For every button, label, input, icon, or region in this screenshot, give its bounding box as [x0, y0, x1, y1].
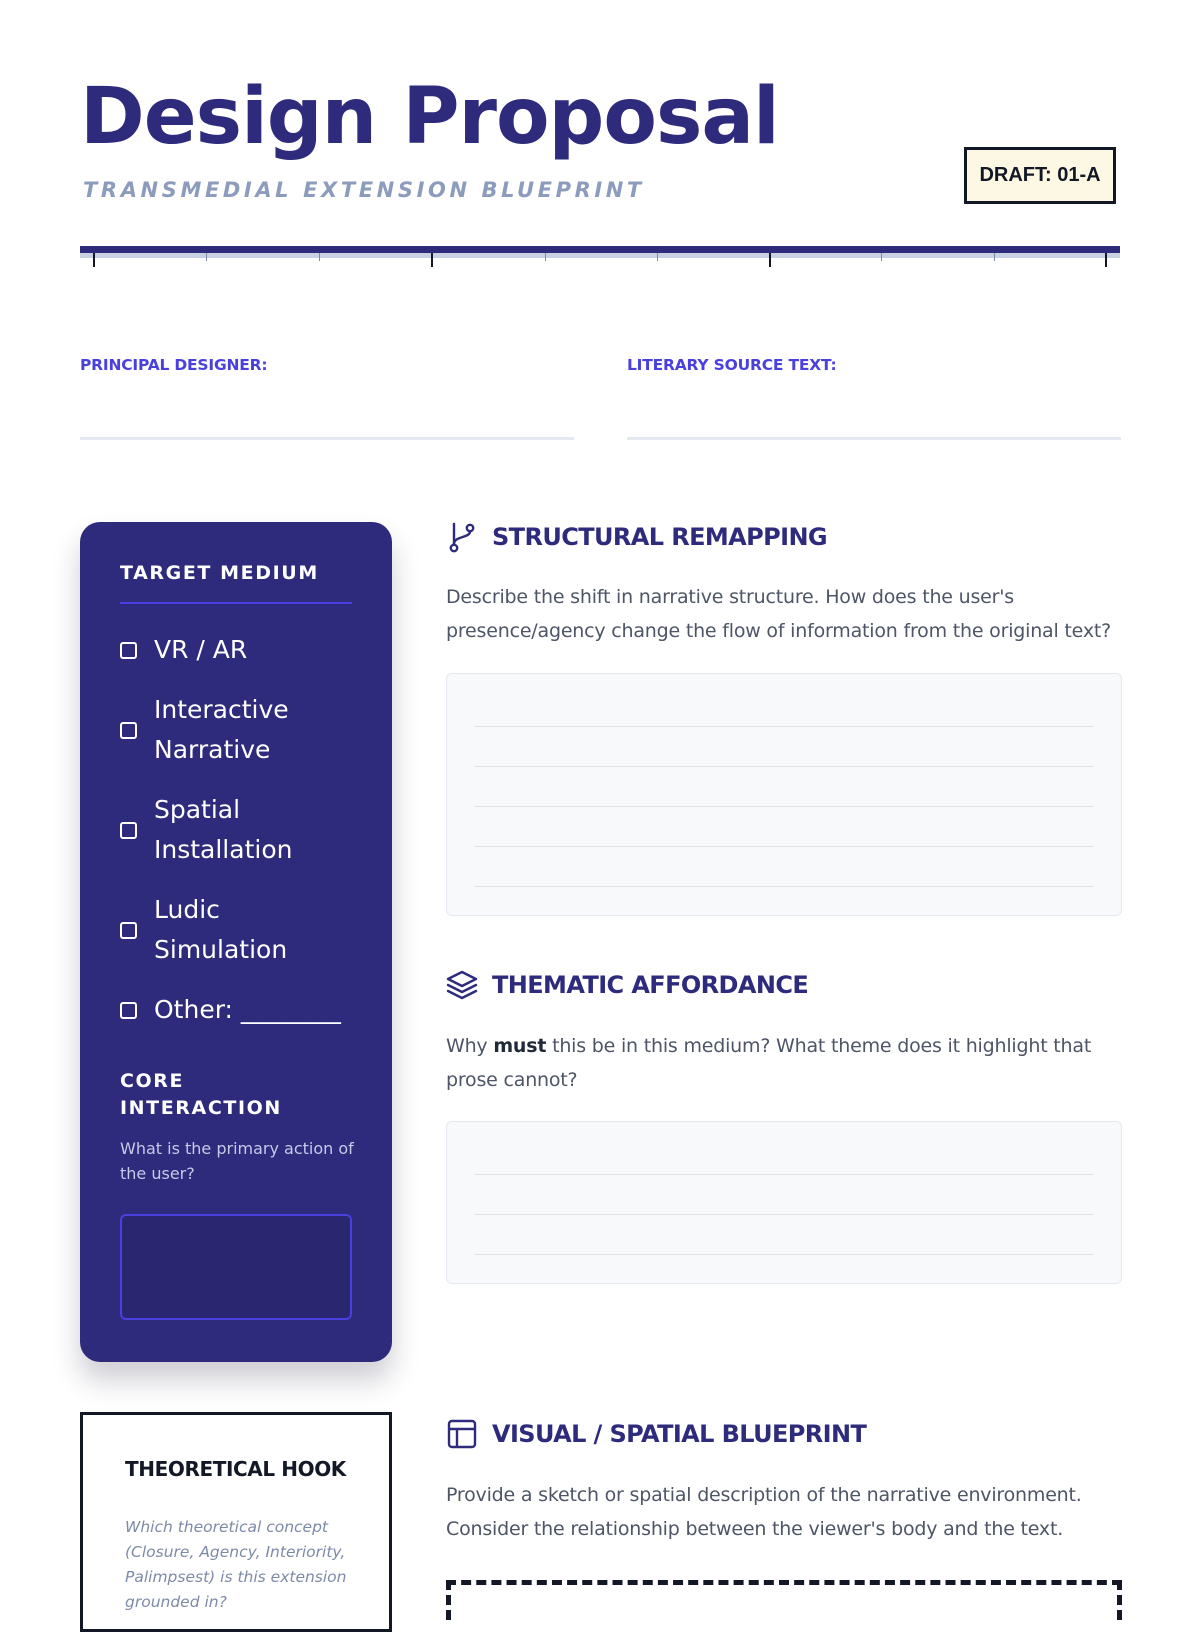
description-text: this be in this medium? What theme does it highlight that prose cannot? [446, 1035, 1092, 1091]
medium-option-vr-ar[interactable] [120, 630, 247, 670]
visual-spatial-blueprint-description: Provide a sketch or spatial description of the narrative environment. Consider the relationship between the viewer's body and the text. [446, 1484, 1082, 1540]
core-interaction-heading: CORE INTERACTION [120, 1070, 282, 1119]
layout-icon [446, 1418, 478, 1450]
ruler-tick [881, 253, 882, 261]
ruler-tick [657, 253, 658, 261]
git-branch-icon [446, 521, 478, 553]
ruled-line [475, 1214, 1093, 1215]
ruler-tick [319, 253, 320, 261]
checkbox[interactable] [120, 722, 137, 739]
ruled-line [475, 766, 1093, 767]
layers-icon [446, 969, 478, 1001]
medium-option-label: Other: ________ [154, 995, 341, 1024]
ruled-line [475, 806, 1093, 807]
theoretical-hook-question: Which theoretical concept (Closure, Agency, Interiority, Palimpsest) is this extension grounded in? [125, 1518, 347, 1611]
checkbox[interactable] [120, 1002, 137, 1019]
description-text: Why [446, 1035, 494, 1057]
sketch-area[interactable] [446, 1580, 1122, 1620]
ruled-line [475, 726, 1093, 727]
checkbox[interactable] [120, 922, 137, 939]
ruler-tick [545, 253, 546, 261]
page-subtitle: TRANSMEDIAL EXTENSION BLUEPRINT [83, 178, 645, 202]
ruler-tick [994, 253, 995, 261]
theoretical-hook-title: THEORETICAL HOOK [125, 1457, 346, 1481]
source-text-label: LITERARY SOURCE TEXT: [627, 356, 837, 374]
medium-option-label: Interactive Narrative [154, 695, 289, 764]
medium-option-label: Spatial Installation [154, 795, 293, 864]
description-emphasis: must [493, 1035, 547, 1057]
medium-option-label: VR / AR [154, 635, 248, 664]
header-ruler [80, 246, 1120, 268]
medium-option-ludic-simulation[interactable] [120, 890, 320, 970]
checkbox[interactable] [120, 822, 137, 839]
target-medium-panel [80, 522, 392, 1362]
structural-remapping-input[interactable] [446, 673, 1122, 916]
ruled-line [475, 846, 1093, 847]
ruler-tick [1105, 253, 1107, 267]
ruled-line [475, 1174, 1093, 1175]
ruled-line [475, 886, 1093, 887]
source-text-field[interactable] [627, 437, 1121, 440]
ruler-tick [431, 253, 433, 267]
thematic-affordance-title: THEMATIC AFFORDANCE [492, 971, 809, 999]
draft-badge: DRAFT: 01-A [964, 147, 1116, 204]
structural-remapping-title: STRUCTURAL REMAPPING [492, 523, 828, 551]
designer-field[interactable] [80, 437, 574, 440]
medium-option-label: Ludic Simulation [154, 895, 288, 964]
page-title: Design Proposal [80, 72, 779, 162]
core-interaction-input[interactable] [120, 1214, 352, 1320]
medium-option-spatial-installation[interactable] [120, 790, 320, 870]
ruler-tick [93, 253, 95, 267]
thematic-affordance-input[interactable] [446, 1121, 1122, 1284]
visual-spatial-blueprint-title: VISUAL / SPATIAL BLUEPRINT [492, 1420, 867, 1448]
target-medium-heading: TARGET MEDIUM [120, 562, 319, 584]
ruler-tick [769, 253, 771, 267]
medium-option-other[interactable] [120, 990, 341, 1030]
medium-option-interactive-narrative[interactable] [120, 690, 320, 770]
core-interaction-question: What is the primary action of the user? [120, 1139, 354, 1183]
designer-label: PRINCIPAL DESIGNER: [80, 356, 268, 374]
thematic-affordance-description [446, 1029, 1126, 1097]
ruled-line [475, 1254, 1093, 1255]
theoretical-hook-card [80, 1412, 392, 1632]
panel-divider [120, 602, 352, 604]
structural-remapping-description: Describe the shift in narrative structure. How does the user's presence/agency change the flow of information from the original text? [446, 586, 1111, 642]
ruler-underline [80, 253, 1120, 258]
checkbox[interactable] [120, 642, 137, 659]
ruler-tick [206, 253, 207, 261]
ruler-bar [80, 246, 1120, 253]
